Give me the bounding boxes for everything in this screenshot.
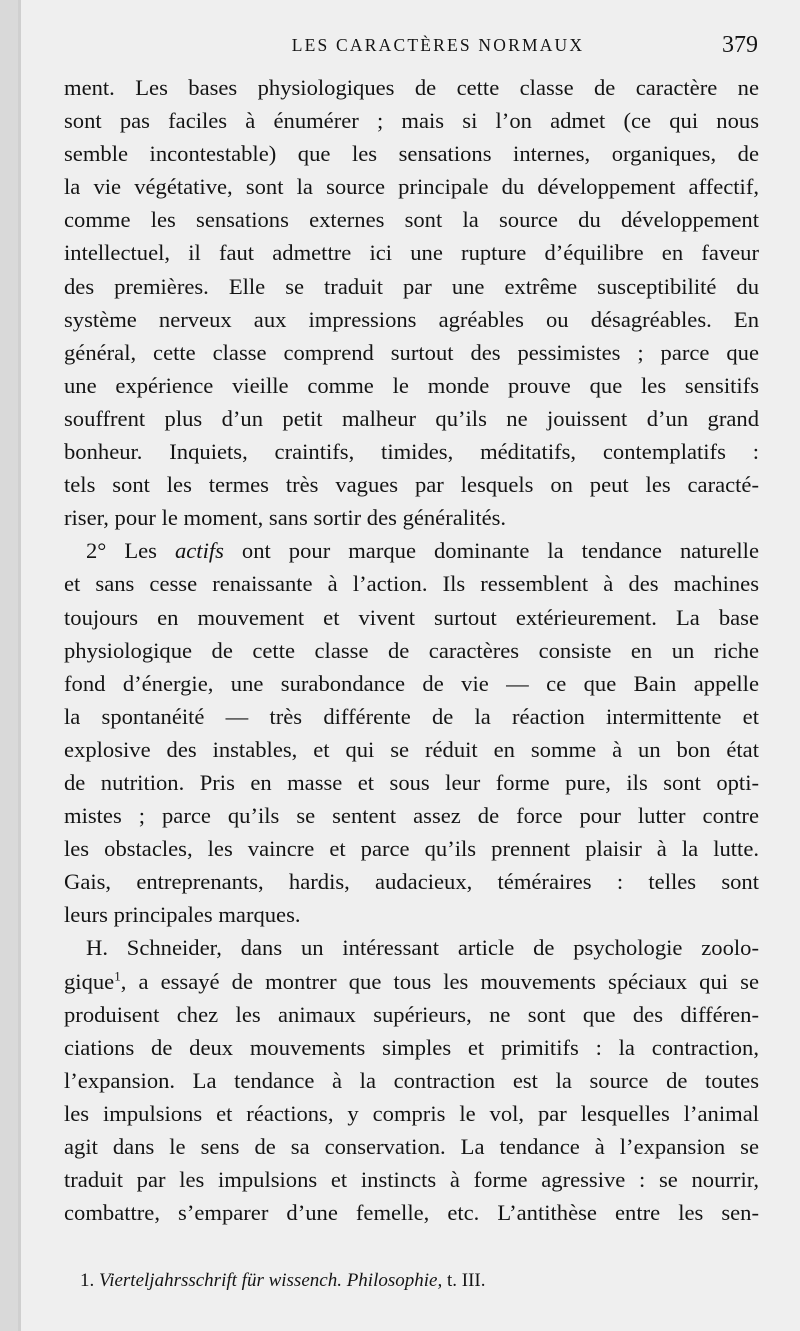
text-line: des premières. Elle se traduit par une extrême susceptibilité du [64, 273, 759, 299]
text-line: agit dans le sens de sa conservation. La tendance à l’expansion se [64, 1134, 759, 1159]
text-line: souffrent plus d’un petit malheur qu’ils ne jouissent d’un grand [64, 405, 759, 431]
line-prefix: 2° Les [86, 538, 175, 564]
text-line: explosive des instables, et qui se réduit en somme à un bon état [64, 736, 759, 762]
text-line: produisent chez les animaux supérieurs, ne sont que des différen- [64, 1001, 759, 1027]
term-actifs: actifs [174, 538, 224, 564]
text-line: Gais, entreprenants, hardis, audacieux, téméraires : telles sont [64, 869, 759, 895]
line-prefix: gique [64, 968, 115, 994]
text-line: la vie végétative, sont la source principale du développement affectif, [64, 174, 759, 200]
text-line: ciations de deux mouvements simples et primitifs : la contraction, [64, 1034, 759, 1060]
text-line: la spontanéité — très différente de la réaction intermittente et [64, 703, 759, 729]
text-line: riser, pour le moment, sans sortir des généralités. [64, 505, 507, 531]
page-header [18, 32, 800, 62]
text-line: mistes ; parce qu’ils se sentent assez de force pour lutter contre [64, 803, 759, 829]
line-rest: ont pour marque dominante la tendance naturelle [223, 538, 759, 564]
page-number: 379 [722, 32, 758, 58]
text-line: H. Schneider, dans un intéressant article de psychologie zoolo- [86, 935, 759, 961]
body-text [64, 71, 759, 1229]
text-line: de nutrition. Pris en masse et sous leur forme pure, ils sont opti- [64, 769, 759, 795]
footnote-journal-title: Vierteljahrsschrift für wissench. Philosophie, [99, 1270, 443, 1291]
text-line: les obstacles, les vaincre et parce qu’ils prennent plaisir à la lutte. [64, 836, 759, 862]
text-line: tels sont les termes très vagues par lesquels on peut les caracté- [64, 472, 759, 498]
line-rest: , a essayé de montrer que tous les mouvements spéciaux qui se [120, 968, 759, 994]
running-head: LES CARACTÈRES NORMAUX [291, 35, 585, 55]
book-page [18, 0, 800, 1331]
text-line: une expérience vieille comme le monde prouve que les sensitifs [64, 372, 759, 398]
paragraph-schneider [64, 931, 759, 1229]
text-line [64, 534, 759, 567]
text-line: comme les sensations externes sont la source du développement [64, 207, 759, 233]
text-line: combattre, s’emparer d’une femelle, etc. L’antithèse entre les sen- [64, 1200, 759, 1226]
text-line: traduit par les impulsions et instincts à forme agressive : se nourrir, [64, 1167, 759, 1193]
text-line: physiologique de cette classe de caractères consiste en un riche [64, 637, 759, 663]
text-line: sont pas faciles à énumérer ; mais si l’on admet (ce qui nous [64, 108, 759, 134]
text-line: bonheur. Inquiets, craintifs, timides, méditatifs, contemplatifs : [64, 439, 759, 465]
text-line: l’expansion. La tendance à la contraction est la source de toutes [64, 1067, 759, 1093]
text-line: fond d’énergie, une surabondance de vie — ce que Bain appelle [64, 670, 759, 696]
paragraph-sensitifs-continued [64, 71, 759, 534]
footnote-volume: t. III. [442, 1270, 486, 1291]
text-line: et sans cesse renaissante à l’action. Ils ressemblent à des machines [64, 571, 759, 597]
footnote-marker: 1 [114, 968, 121, 983]
text-line: toujours en mouvement et vivent surtout extérieurement. La base [64, 604, 759, 630]
footnote-number: 1. [80, 1270, 95, 1291]
text-line: général, cette classe comprend surtout des pessimistes ; parce que [64, 339, 759, 365]
paragraph-actifs [64, 534, 759, 931]
text-line: ment. Les bases physiologiques de cette classe de caractère ne [64, 75, 759, 100]
text-line: semble incontestable) que les sensations internes, organiques, de [64, 141, 759, 167]
text-line: les impulsions et réactions, y compris le vol, par lesquelles l’animal [64, 1100, 759, 1126]
footnote [80, 1270, 485, 1292]
text-line: leurs principales marques. [64, 902, 301, 928]
text-line: système nerveux aux impressions agréables ou désagréables. En [64, 306, 759, 332]
text-line [64, 965, 759, 998]
text-line: intellectuel, il faut admettre ici une rupture d’équilibre en faveur [64, 240, 759, 266]
